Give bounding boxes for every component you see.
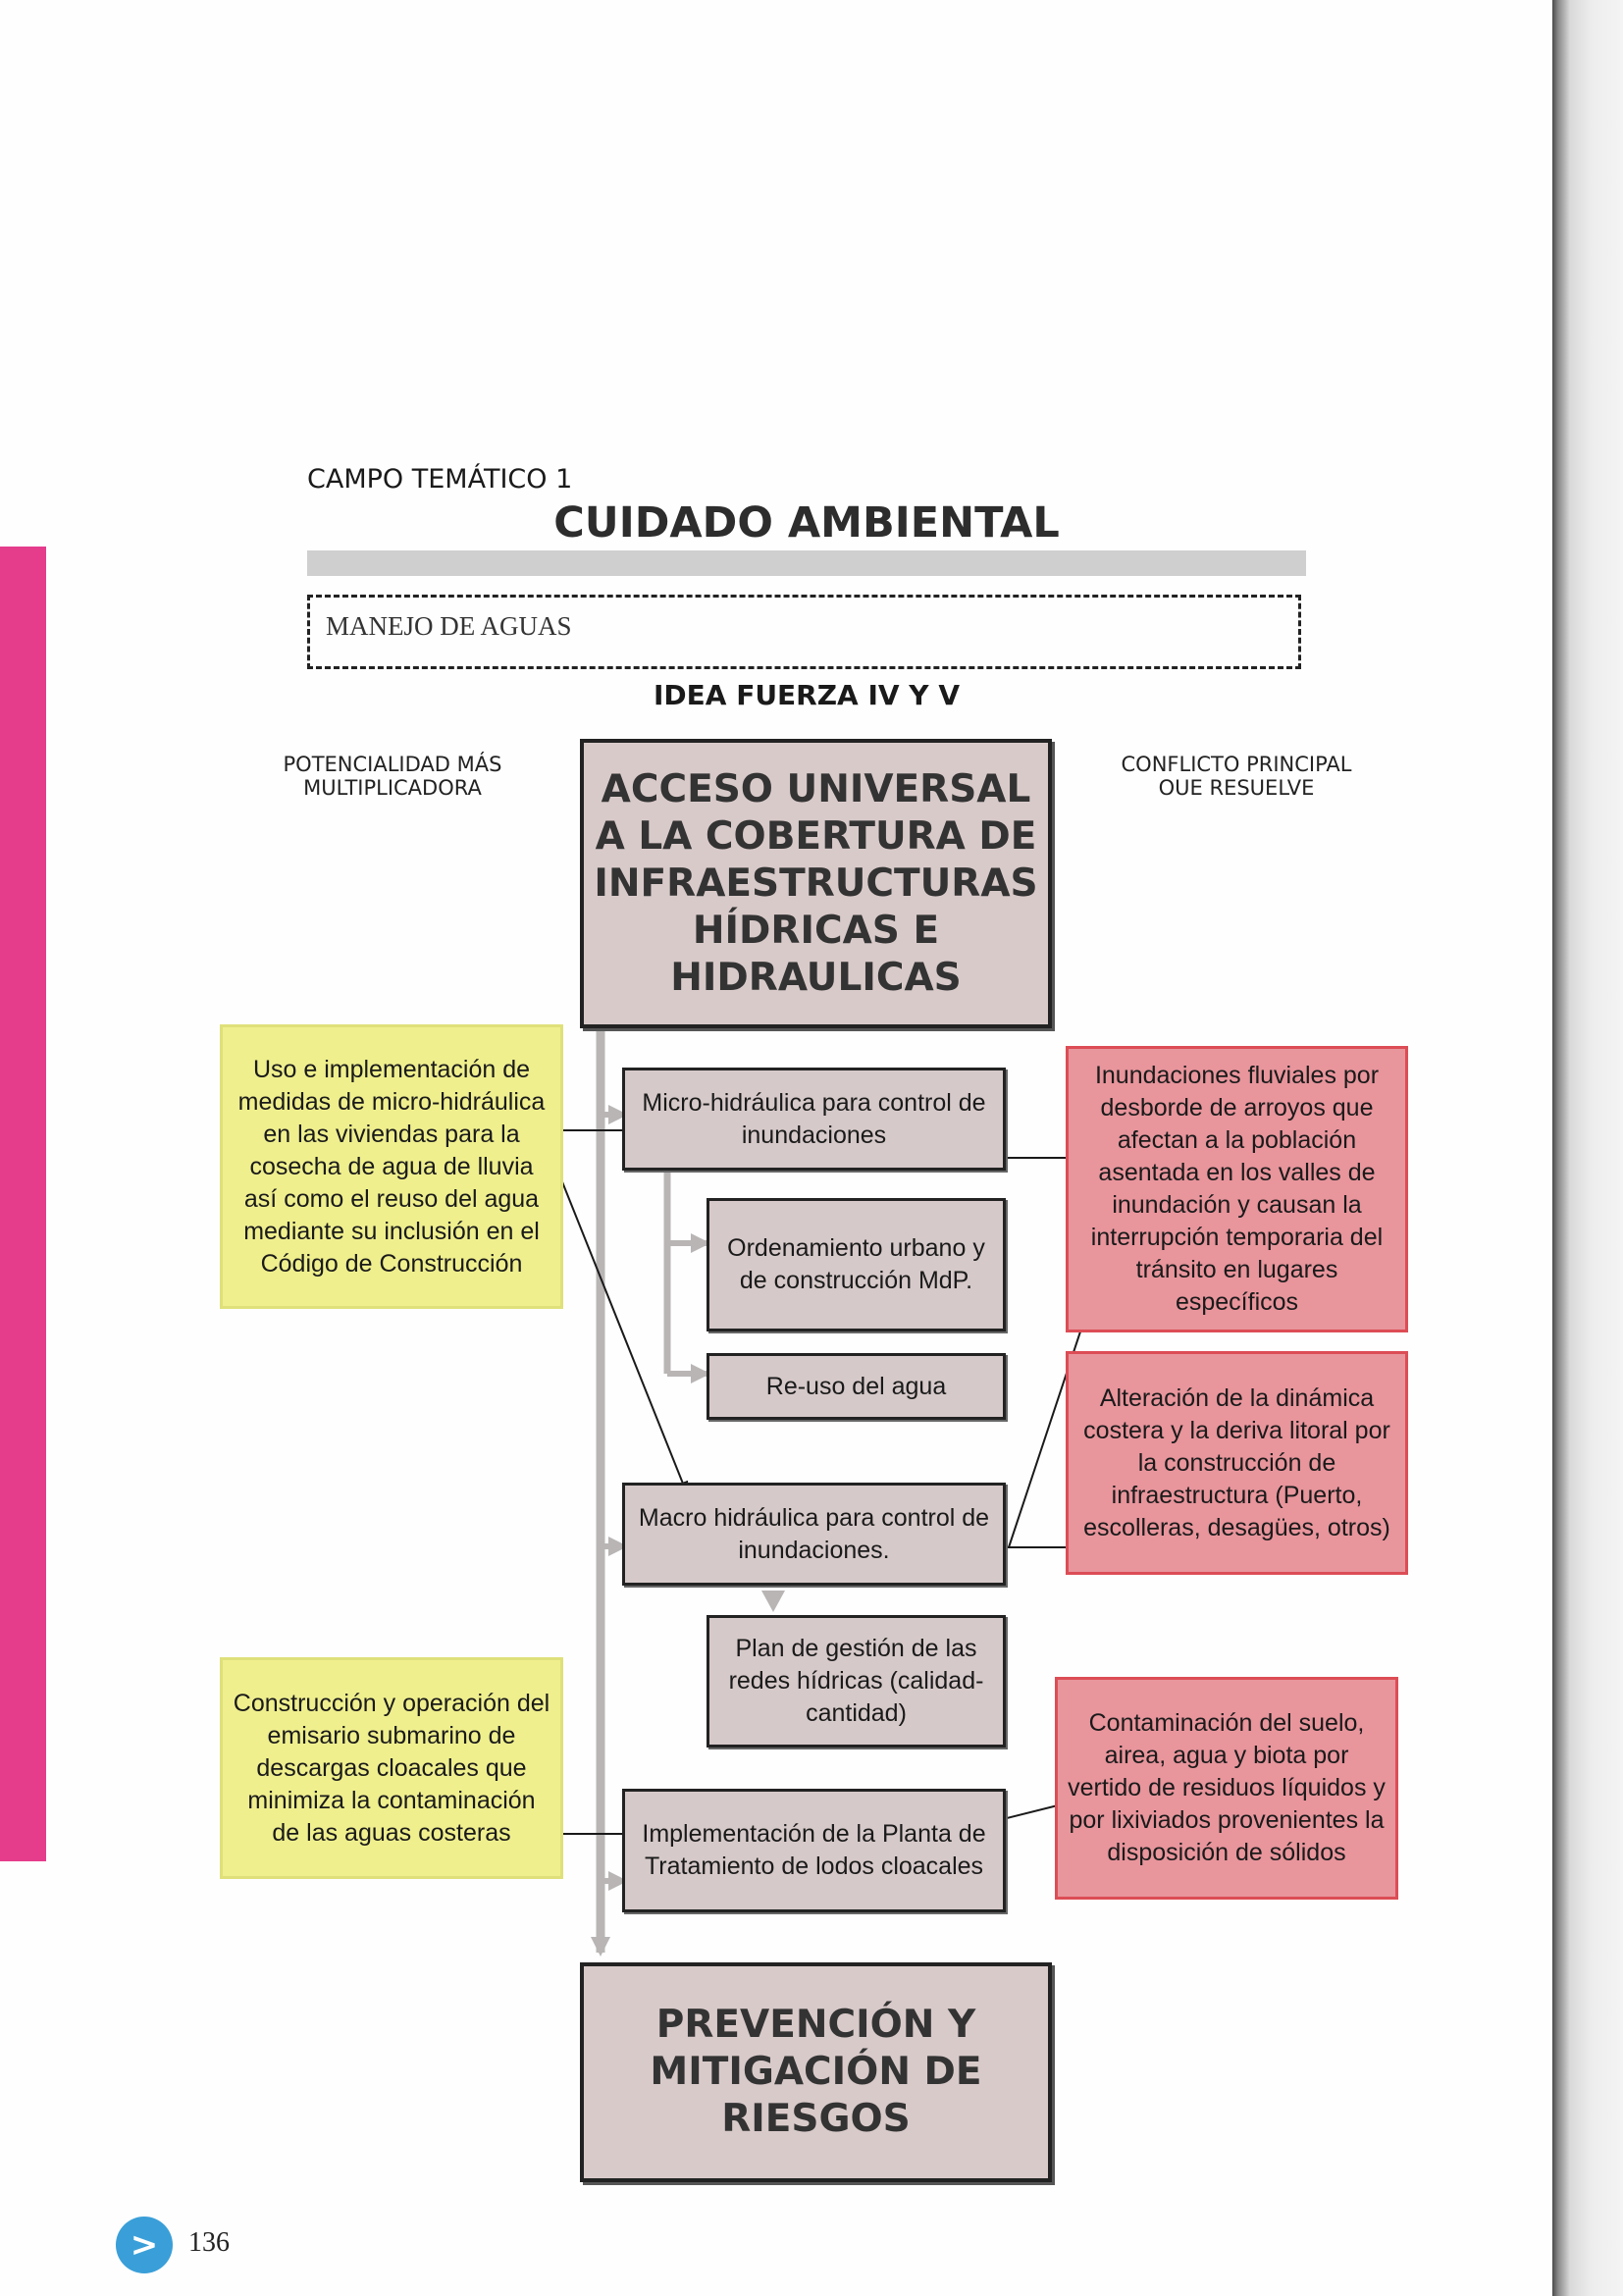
potential-text: Uso e implementación de medidas de micro-hidráulica en las viviendas para la cosecha de agua de lluvia así como el reuso del agua mediante su inclusión en el Código de Construcción <box>237 1055 546 1278</box>
action-text: Plan de gestión de las redes hídricas (calidad-cantidad) <box>728 1635 984 1727</box>
conflict-text: Inundaciones fluviales por desborde de arroyos que afectan a la población asentada en los valles de inundación y causan la interrupción temporaria del tránsito en lugares específicos <box>1090 1062 1384 1316</box>
potential-box <box>220 1024 563 1309</box>
conflict-box <box>1066 1046 1408 1332</box>
action-text: Ordenamiento urbano y de construcción MdP. <box>727 1234 985 1294</box>
potential-box <box>220 1657 563 1879</box>
conflicto-label: CONFLICTO PRINCIPAL OUE RESUELVE <box>1121 753 1352 800</box>
page-title: CUIDADO AMBIENTAL <box>553 498 1060 548</box>
action-text: Implementación de la Planta de Tratamiento de lodos cloacales <box>642 1820 986 1880</box>
conflict-box <box>1055 1677 1398 1900</box>
main-box-prevencion <box>580 1962 1052 2182</box>
main-box-bottom-text: PREVENCIÓN Y MITIGACIÓN DE RIESGOS <box>650 2003 982 2141</box>
action-box-micro-hidraulica <box>622 1068 1006 1171</box>
potencialidad-label: POTENCIALIDAD MÁS MULTIPLICADORA <box>283 753 502 800</box>
campo-tematico-label: CAMPO TEMÁTICO 1 <box>307 464 573 495</box>
action-text: Macro hidráulica para control de inundaciones. <box>638 1503 990 1564</box>
action-box-plan-gestion <box>707 1615 1006 1748</box>
main-box-acceso-universal <box>580 739 1052 1028</box>
conflict-text: Alteración de la dinámica costera y la deriva litoral por la construcción de infraestructura (Puerto, escolleras, desagües, otros) <box>1083 1383 1390 1541</box>
conflict-box <box>1066 1351 1408 1575</box>
page-arrow-icon: > <box>116 2217 173 2273</box>
action-box-planta-tratamiento <box>622 1789 1006 1912</box>
potential-text: Construcción y operación del emisario submarino de descargas cloacales que minimiza la contaminación de las aguas costeras <box>233 1689 550 1847</box>
idea-fuerza-heading: IDEA FUERZA IV Y V <box>653 679 960 711</box>
conflict-text: Contaminación del suelo, airea, agua y biota por vertido de residuos líquidos y por lixiviados provenientes la disposición de sólidos <box>1068 1709 1386 1866</box>
action-text: Re-uso del agua <box>765 1372 947 1400</box>
page-number: 136 <box>188 2227 230 2258</box>
action-box-reuso <box>707 1353 1006 1420</box>
action-box-ordenamiento <box>707 1198 1006 1331</box>
action-text: Micro-hidráulica para control de inundaciones <box>642 1088 986 1149</box>
main-box-top-text: ACCESO UNIVERSAL A LA COBERTURA DE INFRAESTRUCTURAS HÍDRICAS E HIDRAULICAS <box>594 766 1038 1000</box>
manejo-label: MANEJO DE AGUAS <box>326 611 572 641</box>
gray-down-marker <box>761 1591 785 1612</box>
action-box-macro-hidraulica <box>622 1483 1006 1586</box>
